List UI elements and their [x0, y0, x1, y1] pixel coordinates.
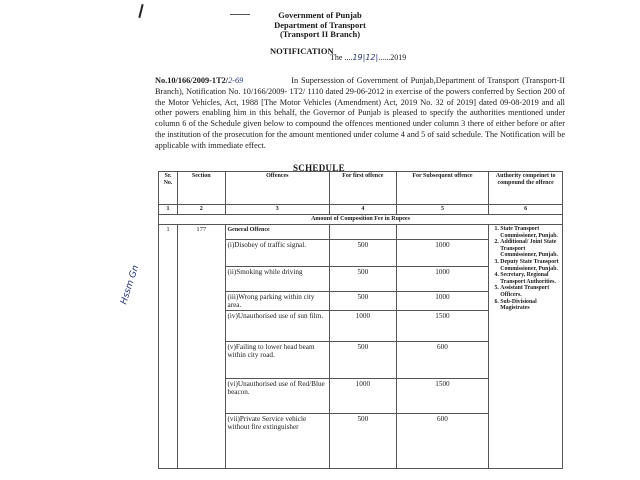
- notification-date: [330, 53, 406, 62]
- authority-item: 1. State Transport Commissioner, Punjab.: [500, 226, 560, 239]
- subsequent-offence-fee: 1000: [396, 240, 489, 267]
- section-cell: 177: [178, 225, 226, 469]
- col-header-section: Section: [178, 172, 226, 205]
- empty-cell: [330, 225, 397, 240]
- first-offence-fee: 500: [330, 414, 397, 469]
- notification-body: [155, 76, 565, 152]
- letterhead: [0, 11, 640, 40]
- table-header-row: [159, 172, 563, 205]
- col-number: 6: [489, 205, 563, 215]
- sr-no-cell: 1: [159, 225, 178, 469]
- col-number: 4: [330, 205, 397, 215]
- table-row-general: [159, 225, 563, 240]
- col-header-sr-no: Sr. No.: [159, 172, 178, 205]
- first-offence-fee: 1000: [330, 311, 397, 342]
- authority-cell: [489, 225, 563, 469]
- authority-item: 4. Secretary, Regional Transport Authorities.: [500, 272, 560, 285]
- subsequent-offence-fee: 600: [396, 414, 489, 469]
- date-handwritten: 19|12|: [352, 53, 379, 62]
- first-offence-fee: 500: [330, 267, 397, 292]
- notification-title: NOTIFICATION: [270, 46, 334, 56]
- offence-cell: (iv)Unauthorised use of sun film.: [225, 311, 330, 342]
- offence-cell: (vi)Unauthorised use of Red/Blue beacon.: [225, 379, 330, 414]
- empty-cell: [396, 225, 489, 240]
- letterhead-government: Government of Punjab: [278, 10, 362, 20]
- col-number: 3: [225, 205, 330, 215]
- subsequent-offence-fee: 1500: [396, 311, 489, 342]
- authority-item: 3. Deputy State Transport Commissioner, Punjab.: [500, 259, 560, 272]
- first-offence-fee: 500: [330, 342, 397, 379]
- offence-cell: (i)Disobey of traffic signal.: [225, 240, 330, 267]
- schedule-title: SCHEDULE: [293, 163, 345, 173]
- offence-cell: (vii)Private Service vehicle without fire extinguisher: [225, 414, 330, 469]
- offence-cell: (v)Failing to lower head beam within city road.: [225, 342, 330, 379]
- offence-cell: (iii)Wrong parking within city area.: [225, 292, 330, 311]
- authority-list: [491, 226, 560, 312]
- col-number: 5: [396, 205, 489, 215]
- subsequent-offence-fee: 1500: [396, 379, 489, 414]
- handwritten-signature: Hssm Gn: [119, 264, 142, 306]
- reference-handwritten: 2-69: [228, 76, 244, 85]
- col-header-offences: Offences: [225, 172, 330, 205]
- schedule-table: [158, 171, 563, 469]
- subsequent-offence-fee: 600: [396, 342, 489, 379]
- col-header-authority: Authority compeinet to compound the offence: [489, 172, 563, 205]
- reference-number: No.10/166/2009-1T2/: [155, 76, 229, 85]
- letterhead-department: Department of Transport: [274, 19, 366, 30]
- offence-cell: (ii)Smoking while driving: [225, 267, 330, 292]
- first-offence-fee: 500: [330, 292, 397, 311]
- amount-caption-row: [159, 215, 563, 225]
- authority-item: 5. Assistant Transport Officers.: [500, 285, 560, 298]
- amount-caption: Amount of Composition Fee in Rupees: [159, 215, 563, 225]
- column-number-row: [159, 205, 563, 215]
- date-prefix: The ....: [330, 53, 353, 62]
- authority-item: 2. Additional/ Joint State Transport Commissioner, Punjab.: [500, 239, 560, 259]
- col-number: 1: [159, 205, 178, 215]
- body-paragraph: In Supersession of Government of Punjab,Department of Transport (Transport-II Branch), Notification No. 10/166/2009- 1T2/ 1110 dated 29-06-2012 in exercise of the powers conferred by Section 200 of the Motor Vehicles, Act, 1988 [The Motor Vehicles (Amendment) Act, 2019 No. 32 of 2019] dated 09-08-2019 and all other powers enabling him in this behalf, the Governor of Punjab is pleased to specify the authorities mentioned under column 6 of the Schedule given below to compound the offences mentioned under column 3 there of either before or after the institution of the prosecution for the amount mentioned under colume 4 and 5 of said schedule. The Notification will be applicable with immediate effect.: [155, 76, 565, 150]
- authority-item: 6. Sub-Divisional Magistrates: [500, 299, 560, 312]
- group-label: General Offence: [225, 225, 330, 240]
- subsequent-offence-fee: 1000: [396, 292, 489, 311]
- first-offence-fee: 1000: [330, 379, 397, 414]
- col-header-subsequent-offence: For Subsequent offence: [396, 172, 489, 205]
- date-suffix: ......2019: [378, 53, 407, 62]
- letterhead-branch: (Transport II Branch): [279, 29, 361, 39]
- col-number: 2: [178, 205, 226, 215]
- first-offence-fee: 500: [330, 240, 397, 267]
- col-header-first-offence: For first offence: [330, 172, 397, 205]
- subsequent-offence-fee: 1000: [396, 267, 489, 292]
